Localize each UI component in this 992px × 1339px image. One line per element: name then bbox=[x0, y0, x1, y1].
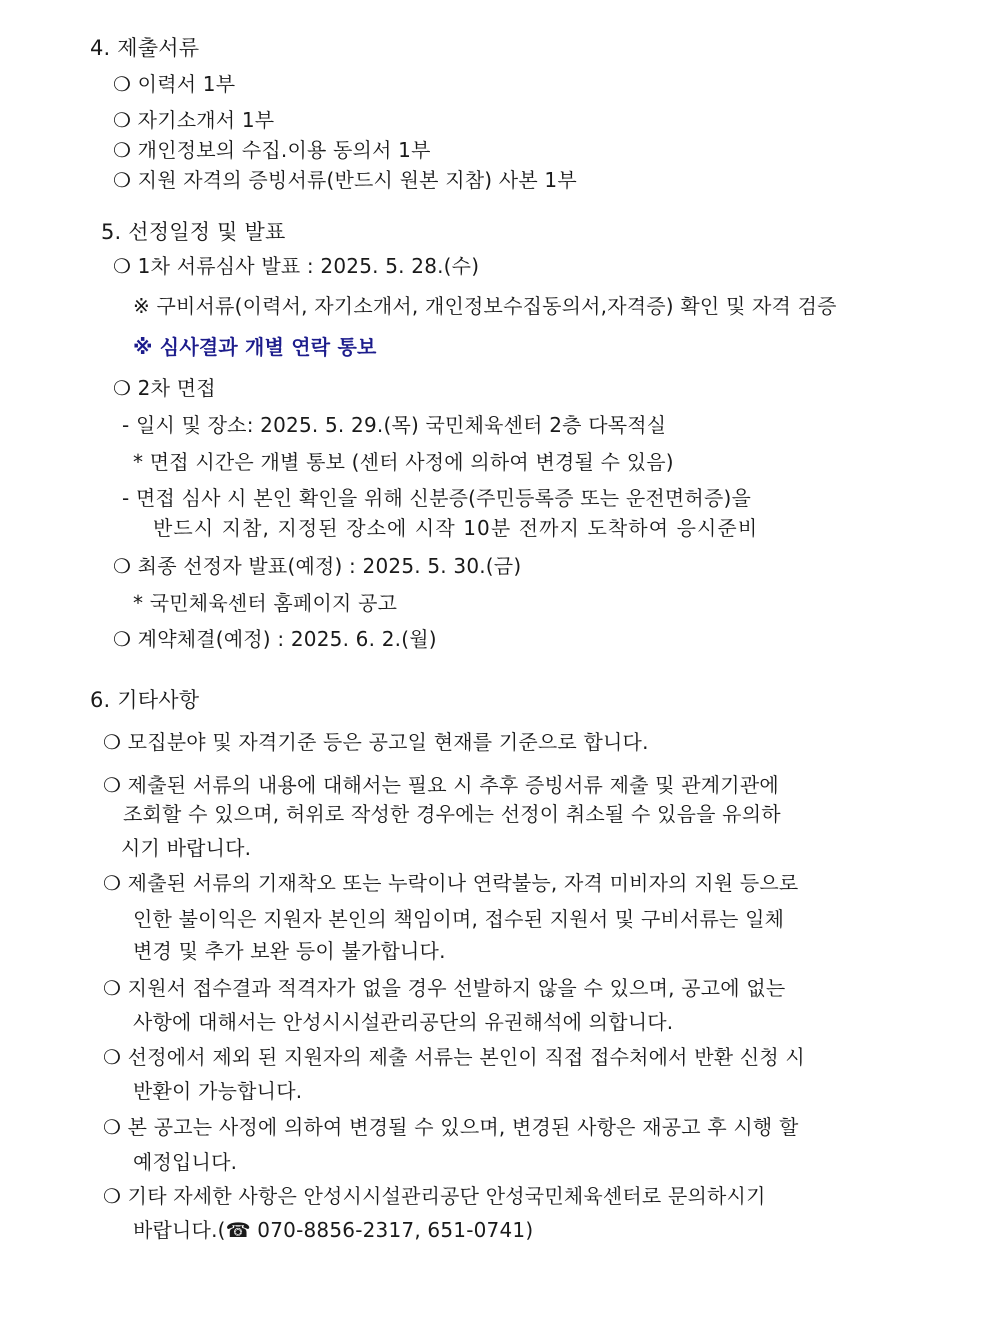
section-6-title: 6. 기타사항 bbox=[90, 688, 200, 712]
section-4-title: 4. 제출서류 bbox=[90, 36, 200, 60]
interview-id-line-2: 반드시 지참, 지정된 장소에 시작 10분 전까지 도착하여 응시준비 bbox=[153, 516, 759, 540]
etc-item-2-line-3: 시기 바랍니다. bbox=[121, 836, 252, 860]
etc-item-3-line-2: 인한 불이익은 지원자 본인의 책임이며, 접수된 지원서 및 구비서류는 일체 bbox=[133, 907, 785, 931]
interview-date-place: - 일시 및 장소: 2025. 5. 29.(목) 국민체육센터 2층 다목적실 bbox=[122, 413, 667, 437]
etc-item-6-line-1: ❍ 본 공고는 사정에 의하여 변경될 수 있으며, 변경된 사항은 재공고 후 시행 할 bbox=[103, 1115, 799, 1139]
contract-signing: ❍ 계약체결(예정) : 2025. 6. 2.(월) bbox=[113, 627, 437, 651]
interview-time-note: * 면접 시간은 개별 통보 (센터 사정에 의하여 변경될 수 있음) bbox=[133, 450, 674, 474]
final-announcement-note: * 국민체육센터 홈페이지 공고 bbox=[133, 591, 398, 615]
first-screening-note: ※ 구비서류(이력서, 자기소개서, 개인정보수집동의서,자격증) 확인 및 자격 검증 bbox=[133, 294, 837, 318]
etc-item-2-line-1: ❍ 제출된 서류의 내용에 대해서는 필요 시 추후 증빙서류 제출 및 관계기관에 bbox=[103, 773, 779, 797]
etc-item-7-line-2: 바랍니다.(☎ 070-8856-2317, 651-0741) bbox=[133, 1218, 534, 1242]
doc-item-resume: ❍ 이력서 1부 bbox=[113, 72, 236, 96]
first-screening-notice: ※ 심사결과 개별 연락 통보 bbox=[133, 335, 377, 359]
etc-item-6-line-2: 예정입니다. bbox=[133, 1150, 238, 1174]
etc-item-5-line-2: 반환이 가능합니다. bbox=[133, 1079, 303, 1103]
etc-item-1: ❍ 모집분야 및 자격기준 등은 공고일 현재를 기준으로 합니다. bbox=[103, 730, 649, 754]
first-screening: ❍ 1차 서류심사 발표 : 2025. 5. 28.(수) bbox=[113, 254, 480, 278]
doc-item-self-intro: ❍ 자기소개서 1부 bbox=[113, 108, 275, 132]
interview-id-line-1: - 면접 심사 시 본인 확인을 위해 신분증(주민등록증 또는 운전면허증)을 bbox=[122, 486, 751, 510]
etc-item-2-line-2: 조회할 수 있으며, 허위로 작성한 경우에는 선정이 취소될 수 있음을 유의하 bbox=[123, 802, 781, 826]
final-announcement: ❍ 최종 선정자 발표(예정) : 2025. 5. 30.(금) bbox=[113, 554, 522, 578]
etc-item-4-line-1: ❍ 지원서 접수결과 적격자가 없을 경우 선발하지 않을 수 있으며, 공고에 없는 bbox=[103, 976, 786, 1000]
doc-item-certificate: ❍ 지원 자격의 증빙서류(반드시 원본 지참) 사본 1부 bbox=[113, 168, 577, 192]
second-interview: ❍ 2차 면접 bbox=[113, 376, 216, 400]
etc-item-4-line-2: 사항에 대해서는 안성시시설관리공단의 유권해석에 의합니다. bbox=[133, 1010, 674, 1034]
etc-item-7-line-1: ❍ 기타 자세한 사항은 안성시시설관리공단 안성국민체육센터로 문의하시기 bbox=[103, 1184, 766, 1208]
etc-item-3-line-1: ❍ 제출된 서류의 기재착오 또는 누락이나 연락불능, 자격 미비자의 지원 등으로 bbox=[103, 871, 799, 895]
etc-item-5-line-1: ❍ 선정에서 제외 된 지원자의 제출 서류는 본인이 직접 접수처에서 반환 신청 시 bbox=[103, 1045, 805, 1069]
section-5-title: 5. 선정일정 및 발표 bbox=[101, 220, 286, 244]
doc-item-privacy-consent: ❍ 개인정보의 수집.이용 동의서 1부 bbox=[113, 138, 431, 162]
etc-item-3-line-3: 변경 및 추가 보완 등이 불가합니다. bbox=[133, 939, 446, 963]
